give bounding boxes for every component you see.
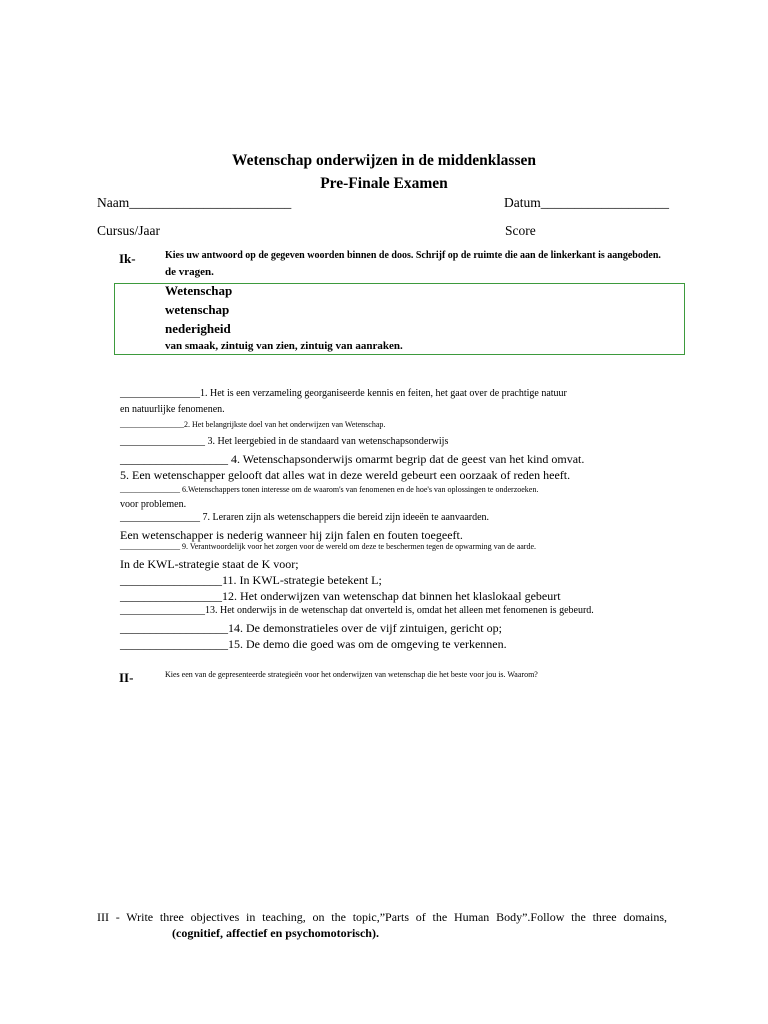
question-2[interactable]: ________________2. Het belangrijkste doel van het onderwijzen van Wetenschap. bbox=[120, 420, 386, 429]
question-7[interactable]: ________________ 7. Leraren zijn als wetenschappers die bereid zijn ideeën te aanvaarden. bbox=[120, 512, 490, 523]
question-10: In de KWL-strategie staat de K voor; bbox=[120, 557, 299, 571]
question-3[interactable]: _________________ 3. Het leergebied in de standaard van wetenschapsonderwijs bbox=[120, 436, 449, 447]
word-bank-item: Wetenschap bbox=[165, 283, 233, 298]
word-bank-item: nederigheid bbox=[165, 321, 231, 336]
question-11[interactable]: _________________11. In KWL-strategie betekent L; bbox=[120, 573, 382, 587]
question-5: 5. Een wetenschapper gelooft dat alles wat in deze wereld gebeurt een oorzaak of reden heeft. bbox=[120, 468, 571, 482]
section1-instruction-cont: de vragen. bbox=[165, 266, 214, 278]
section2-number: II- bbox=[119, 670, 134, 685]
section1-instruction: Kies uw antwoord op de gegeven woorden binnen de doos. Schrijf op de ruimte die aan de linkerkant is aangeboden. bbox=[165, 250, 661, 261]
question-14[interactable]: __________________14. De demonstratieles over de vijf zintuigen, gericht op; bbox=[120, 621, 502, 635]
section3-domains: (cognitief, affectief en psychomotorisch). bbox=[172, 926, 379, 940]
question-4[interactable]: __________________ 4. Wetenschapsonderwijs omarmt begrip dat de geest van het kind omvat. bbox=[120, 452, 585, 466]
word-bank-item: wetenschap bbox=[165, 302, 230, 317]
name-field[interactable]: Naam________________________ bbox=[97, 195, 292, 210]
question-8: Een wetenschapper is nederig wanneer hij zijn falen en fouten toegeeft. bbox=[120, 528, 463, 542]
question-1-cont: en natuurlijke fenomenen. bbox=[120, 404, 225, 415]
question-12[interactable]: _________________12. Het onderwijzen van wetenschap dat binnen het klaslokaal gebeurt bbox=[120, 589, 561, 603]
question-9[interactable]: _______________ 9. Verantwoordelijk voor het zorgen voor de wereld om deze te beschermen tegen de opwarming van de aarde. bbox=[120, 542, 537, 551]
question-6-cont: voor problemen. bbox=[120, 499, 187, 510]
page-subtitle: Pre-Finale Examen bbox=[320, 175, 448, 192]
word-bank-item: van smaak, zintuig van zien, zintuig van aanraken. bbox=[165, 340, 403, 352]
score-field[interactable]: Score bbox=[505, 223, 536, 238]
question-15[interactable]: __________________15. De demo die goed was om de omgeving te verkennen. bbox=[120, 637, 507, 651]
course-field[interactable]: Cursus/Jaar bbox=[97, 223, 160, 238]
section3-instruction: III - Write three objectives in teaching, on the topic,”Parts of the Human Body”.Follow the three domains, bbox=[97, 910, 667, 924]
section1-number: Ik- bbox=[119, 251, 136, 266]
date-field[interactable]: Datum___________________ bbox=[504, 195, 669, 210]
question-13[interactable]: _________________13. Het onderwijs in de wetenschap dat onverteld is, omdat het alleen met fenomenen is gebeurd. bbox=[120, 605, 594, 616]
question-6[interactable]: _______________ 6.Wetenschappers tonen interesse om de waarom's van fenomenen en de hoe's van oplossingen te onderzoeken. bbox=[120, 485, 539, 494]
page-title: Wetenschap onderwijzen in de middenklassen bbox=[231, 152, 536, 169]
question-1[interactable]: ________________1. Het is een verzameling georganiseerde kennis en feiten, het gaat over de prachtige natuur bbox=[120, 388, 567, 399]
section2-instruction: Kies een van de gepresenteerde strategieën voor het onderwijzen van wetenschap die het beste voor jou is. Waarom? bbox=[165, 670, 538, 679]
